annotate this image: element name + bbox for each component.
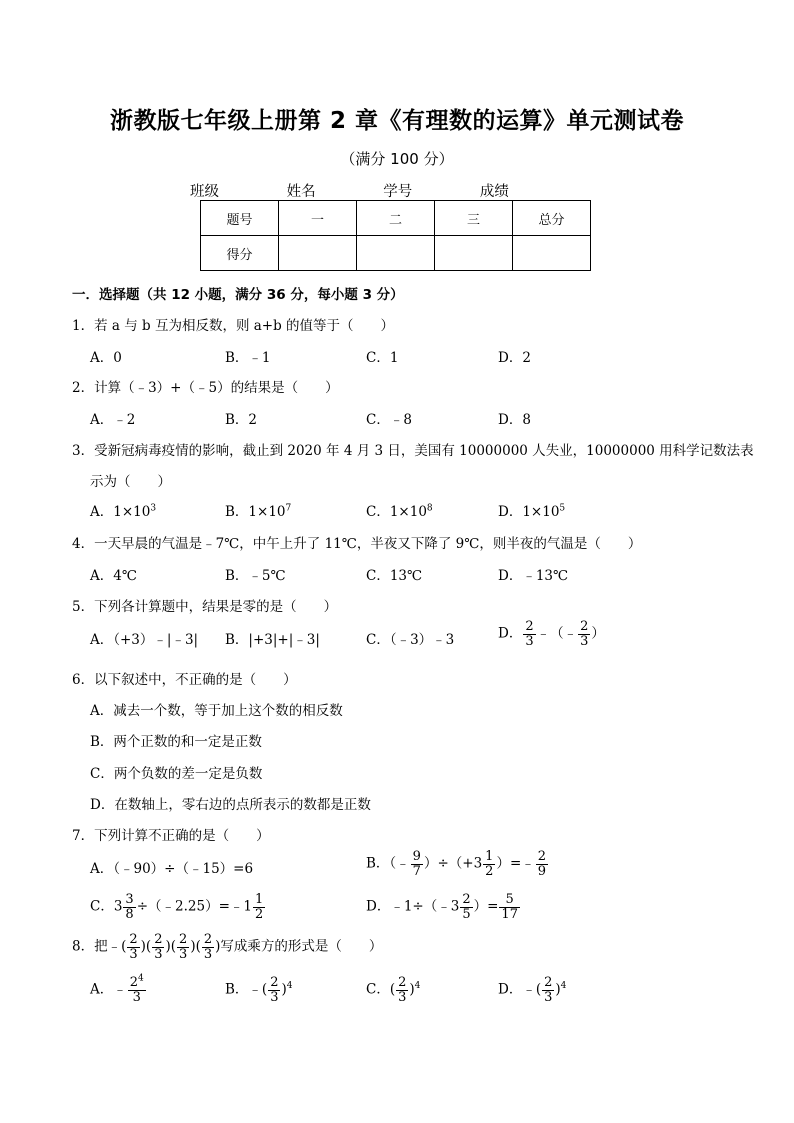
- question-2-option-d[interactable]: D．8: [498, 412, 531, 428]
- question-8-option-c[interactable]: C．( $\frac{2}{3}$ )$^4$: [366, 975, 421, 1005]
- question-4-option-b[interactable]: B．﹣5℃: [225, 568, 286, 584]
- question-6-option-b[interactable]: B．两个正数的和一定是正数: [90, 734, 262, 750]
- question-8-option-b[interactable]: B．﹣( $\frac{2}{3}$ )$^4$: [225, 975, 293, 1005]
- question-2-option-c[interactable]: C．﹣8: [366, 412, 412, 428]
- name-field[interactable]: [316, 186, 378, 201]
- question-7-stem: 7．下列计算不正确的是（ ）: [72, 828, 270, 844]
- score-table-header: 题号: [201, 201, 279, 236]
- page-title: 浙教版七年级上册第 2 章《有理数的运算》单元测试卷: [109, 108, 685, 134]
- section-heading: 一．选择题（共 12 小题，满分 36 分，每小题 3 分）: [72, 287, 404, 303]
- question-1-option-c[interactable]: C．1: [366, 350, 399, 366]
- score-table-header: 一: [279, 201, 357, 236]
- question-6-option-d[interactable]: D．在数轴上，零右边的点所表示的数都是正数: [90, 797, 371, 813]
- question-2-stem: 2．计算（﹣3）+（﹣5）的结果是（ ）: [72, 380, 339, 396]
- question-8-stem-pre: 8．把: [72, 938, 108, 955]
- question-6-stem: 6．以下叙述中，不正确的是（ ）: [72, 672, 297, 688]
- question-3-option-c[interactable]: C．$1\times 10^8$: [366, 503, 433, 520]
- question-8-stem: 8．把﹣( $\frac{2}{3}$ )( $\frac{2}{3}$ )( $\frac{2}{3}$ )( $\frac{2}{3}$ )写成乘方的形式是（ ）: [72, 932, 383, 962]
- question-8-option-d[interactable]: D．﹣( $\frac{2}{3}$ )$^4$: [498, 975, 567, 1005]
- question-2-option-a[interactable]: A．﹣2: [90, 412, 136, 428]
- question-7-option-d[interactable]: D．﹣1÷（﹣3 $\frac{2}{5}$ ）= $\frac{5}{17}$: [366, 892, 518, 922]
- score-table: [200, 200, 591, 271]
- score-field[interactable]: [509, 186, 571, 201]
- question-2-option-b[interactable]: B．2: [225, 412, 258, 428]
- question-4-option-d[interactable]: D．﹣13℃: [498, 568, 569, 584]
- score-cell[interactable]: [357, 236, 435, 271]
- page-subtitle: （满分 100 分）: [340, 150, 454, 168]
- question-3-option-d[interactable]: D．$1\times 10^5$: [498, 503, 566, 520]
- score-cell[interactable]: [513, 236, 591, 271]
- score-table-header: 三: [435, 201, 513, 236]
- question-8-stem-post: 写成乘方的形式是（ ）: [220, 938, 383, 955]
- question-5-stem: 5．下列各计算题中，结果是零的是（ ）: [72, 599, 338, 615]
- question-1-stem: 1．若 a 与 b 互为相反数，则 a+b 的值等于（ ）: [72, 318, 395, 334]
- score-table-header-row: [201, 201, 591, 236]
- score-row-label: 得分: [201, 236, 279, 271]
- student-info-line: [190, 180, 572, 201]
- question-3-option-b[interactable]: B．$1\times 10^7$: [225, 503, 292, 520]
- question-6-option-c[interactable]: C．两个负数的差一定是负数: [90, 766, 263, 782]
- question-4-option-a[interactable]: A．4℃: [90, 568, 137, 584]
- question-6-option-a[interactable]: A．减去一个数，等于加上这个数的相反数: [90, 703, 343, 719]
- question-7-option-b[interactable]: B．（﹣ $\frac{9}{7}$ ）÷（+3 $\frac{1}{2}$ ）=﹣ $\frac{2}{9}$: [366, 849, 547, 879]
- score-table-header: 二: [357, 201, 435, 236]
- question-5-option-a[interactable]: A．（+3）﹣|﹣3|: [90, 632, 199, 648]
- question-3-option-a[interactable]: A．$1\times 10^3$: [90, 503, 157, 520]
- score-label: 成绩: [479, 184, 509, 200]
- score-cell[interactable]: [435, 236, 513, 271]
- score-cell[interactable]: [279, 236, 357, 271]
- question-3-stem: 3．受新冠病毒疫情的影响，截止到 2020 年 4 月 3 日，美国有 10000000 人失业，10000000 用科学记数法表: [72, 443, 754, 459]
- question-3-stem-cont: 示为（ ）: [90, 474, 171, 490]
- question-7-option-a[interactable]: A．（﹣90）÷（﹣15）=6: [90, 861, 254, 877]
- question-5-option-b[interactable]: B．|+3|+|﹣3|: [225, 632, 320, 648]
- question-4-stem: 4．一天早晨的气温是﹣7℃，中午上升了 11℃，半夜又下降了 9℃，则半夜的气温是（ ）: [72, 536, 642, 552]
- question-1-option-a[interactable]: A．0: [90, 350, 122, 366]
- class-field[interactable]: [219, 186, 281, 201]
- question-7-option-c[interactable]: C．3 $\frac{3}{8}$ ÷（﹣2.25）=﹣1 $\frac{1}{2}$: [90, 892, 264, 922]
- question-1-option-d[interactable]: D．2: [498, 350, 531, 366]
- question-1-option-b[interactable]: B．﹣1: [225, 350, 271, 366]
- score-table-header: 总分: [513, 201, 591, 236]
- question-5-option-d[interactable]: D． $\frac{2}{3}$ ﹣（﹣ $\frac{2}{3}$ ）: [498, 619, 605, 649]
- score-table-score-row: [201, 236, 591, 271]
- class-label: 班级: [190, 184, 219, 200]
- number-label: 学号: [383, 184, 413, 200]
- question-4-option-c[interactable]: C．13℃: [366, 568, 423, 584]
- number-field[interactable]: [412, 186, 474, 201]
- question-8-option-a[interactable]: A．﹣ $\frac{2^4}{3}$: [90, 973, 144, 1005]
- name-label: 姓名: [286, 184, 316, 200]
- question-5-option-c[interactable]: C．（﹣3）﹣3: [366, 632, 455, 648]
